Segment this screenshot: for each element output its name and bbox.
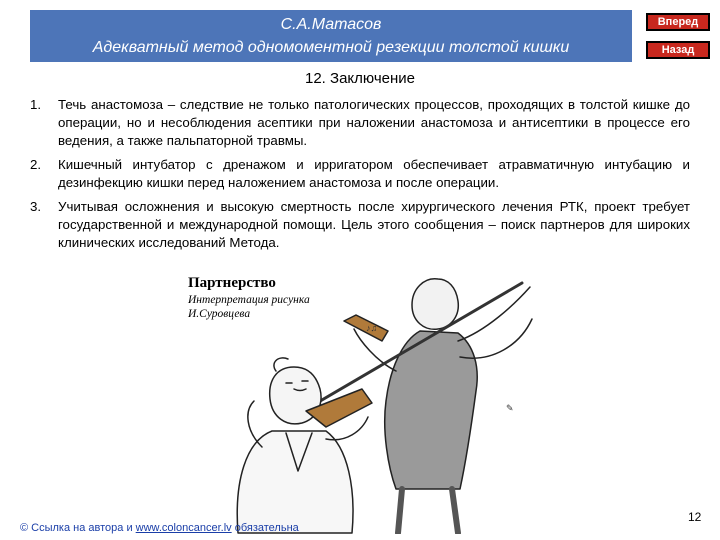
svg-text:♪♫: ♪♫: [366, 323, 378, 333]
footer-prefix: © Ссылка на автора и: [20, 522, 136, 534]
slide-header: [30, 10, 632, 62]
list-item: [30, 198, 690, 252]
illustration-credit: [188, 293, 310, 321]
footer-suffix: обязательна: [231, 522, 299, 534]
footer-link[interactable]: www.coloncancer.lv: [135, 522, 232, 534]
illustration-title: Партнерство: [188, 275, 276, 291]
forward-button[interactable]: Вперед: [646, 13, 710, 31]
conclusion-list: [30, 96, 690, 258]
list-item-text: Течь анастомоза – следствие не только патологических процессов, проходящих в толстой кишке до операции, но и несоблюдения асептики при наложении анастомоза и антисептики в процессе его ведения, а также пальпаторной травмы.: [58, 97, 690, 148]
list-item-number: 3.: [30, 199, 42, 214]
header-title: Адекватный метод одномоментной резекции толстой кишки: [92, 39, 570, 56]
list-item: [30, 96, 690, 150]
back-button[interactable]: Назад: [646, 41, 710, 59]
illustration-credit-line2: И.Суровцева: [188, 308, 251, 320]
section-title: 12. Заключение: [305, 70, 415, 87]
page-number: 12: [688, 510, 702, 524]
illustration-credit-line1: Интерпретация рисунка: [188, 294, 310, 306]
list-item-text: Учитывая осложнения и высокую смертность после хирургического лечения РТК, проект требует государственной и международной помощи. Цель этого сообщения – поиск партнеров для широких клинических исследований Метода.: [58, 199, 690, 250]
list-item: [30, 156, 690, 192]
list-item-number: 2.: [30, 157, 42, 172]
list-item-text: Кишечный интубатор с дренажом и ирригатором обеспечивает атравматичную интубацию и дезинфекцию кишки перед наложением анастомоза и после операции.: [58, 157, 690, 190]
header-author: С.А.Матасов: [280, 16, 382, 33]
footer-note: [20, 522, 299, 534]
svg-text:✎: ✎: [506, 403, 514, 413]
list-item-number: 1.: [30, 97, 42, 112]
